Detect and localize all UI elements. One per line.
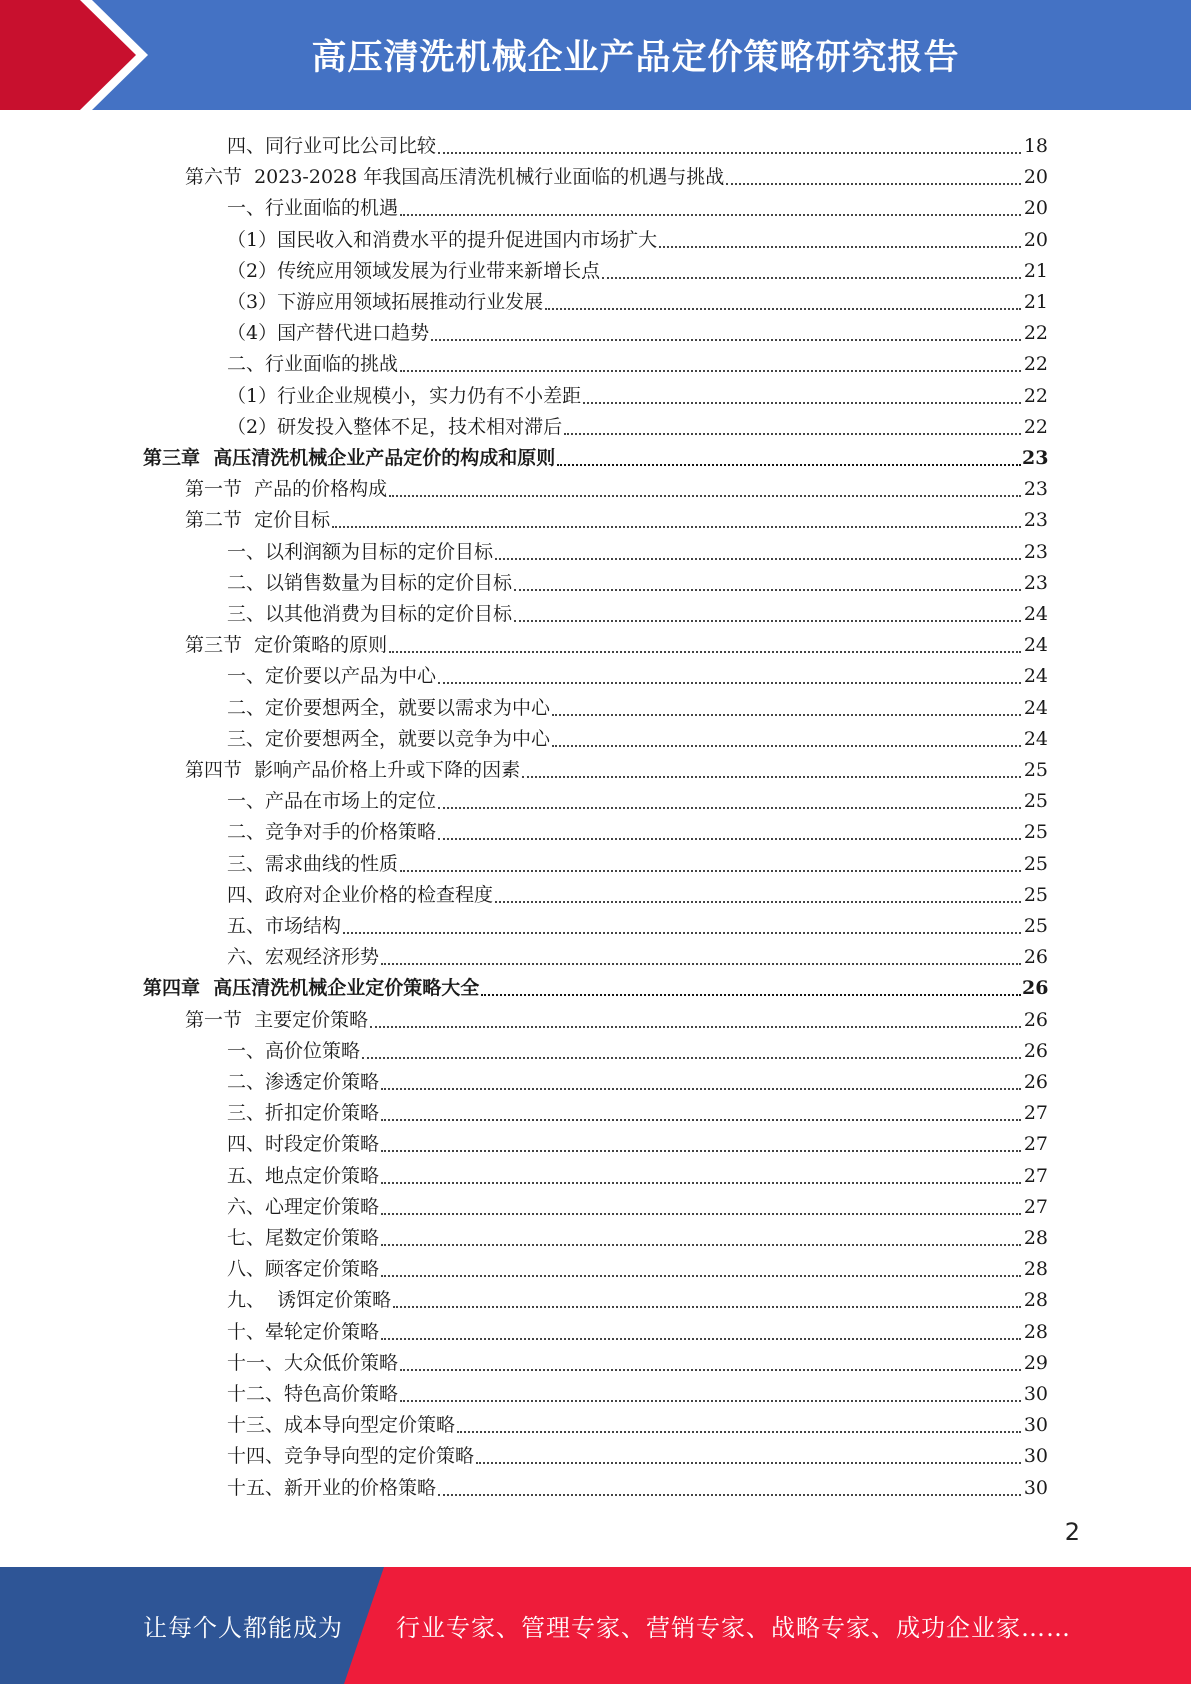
toc-dot-leader bbox=[381, 1074, 1021, 1090]
toc-entry-page: 18 bbox=[1023, 135, 1048, 157]
header-arrow-decoration bbox=[0, 0, 150, 110]
toc-dot-leader bbox=[400, 1355, 1021, 1371]
toc-entry-label: 二、渗透定价策略 bbox=[227, 1071, 380, 1093]
toc-subsection-entry[interactable] bbox=[0, 1437, 1048, 1468]
toc-dot-leader bbox=[343, 918, 1021, 934]
toc-entry-page: 27 bbox=[1023, 1102, 1048, 1125]
toc-dot-leader bbox=[583, 388, 1021, 404]
toc-dot-leader bbox=[381, 1168, 1021, 1184]
toc-subsection-entry[interactable] bbox=[0, 657, 1048, 688]
toc-subsection-entry[interactable] bbox=[0, 1250, 1048, 1281]
toc-subsection-entry[interactable] bbox=[0, 689, 1048, 720]
toc-dot-leader bbox=[522, 762, 1021, 778]
toc-dot-leader bbox=[381, 1105, 1021, 1121]
toc-subsection-entry[interactable] bbox=[0, 1032, 1048, 1063]
toc-subsection-entry[interactable] bbox=[0, 1375, 1048, 1406]
toc-entry-page: 25 bbox=[1023, 915, 1048, 937]
toc-entry-label: 一、高价位策略 bbox=[227, 1039, 361, 1062]
footer-slogan-left: 让每个人都能成为 bbox=[143, 1614, 343, 1642]
toc-subsection-entry[interactable] bbox=[0, 1406, 1048, 1437]
toc-entry-page: 28 bbox=[1023, 1289, 1048, 1312]
toc-entry-label: 二、定价要想两全，就要以需求为中心 bbox=[227, 696, 551, 719]
toc-section-entry[interactable] bbox=[0, 1001, 1048, 1032]
toc-entry-page: 21 bbox=[1023, 291, 1048, 313]
toc-subsection-entry[interactable] bbox=[0, 1313, 1048, 1344]
toc-subsection-entry[interactable] bbox=[0, 564, 1048, 595]
toc-entry-page: 22 bbox=[1023, 353, 1048, 376]
toc-dot-leader bbox=[381, 1324, 1021, 1340]
toc-dot-leader bbox=[400, 856, 1021, 872]
toc-entry-label: 十四、竞争导向型的定价策略 bbox=[227, 1445, 475, 1468]
toc-subsection-entry[interactable] bbox=[0, 1344, 1048, 1375]
toc-entry-label: 第四章 高压清洗机械企业定价策略大全 bbox=[143, 977, 480, 1000]
toc-dot-leader bbox=[514, 606, 1021, 622]
toc-entry-label: 三、折扣定价策略 bbox=[227, 1102, 380, 1125]
toc-subsection-entry[interactable] bbox=[0, 252, 1048, 283]
toc-subsection-entry[interactable] bbox=[0, 1125, 1048, 1156]
toc-dot-leader bbox=[438, 793, 1021, 809]
toc-dot-leader bbox=[457, 1417, 1021, 1433]
toc-subsection-entry[interactable] bbox=[0, 1063, 1048, 1094]
toc-entry-page: 20 bbox=[1023, 228, 1048, 251]
toc-section-entry[interactable] bbox=[0, 470, 1048, 501]
toc-entry-label: 六、心理定价策略 bbox=[227, 1195, 380, 1218]
toc-subsection-entry[interactable] bbox=[0, 533, 1048, 564]
toc-entry-page: 25 bbox=[1023, 759, 1048, 781]
toc-section-entry[interactable] bbox=[0, 158, 1048, 189]
toc-dot-leader bbox=[726, 169, 1021, 185]
toc-dot-leader bbox=[564, 419, 1021, 435]
toc-subsection-entry[interactable] bbox=[0, 283, 1048, 314]
toc-dot-leader bbox=[400, 1386, 1021, 1402]
toc-entry-label: 二、以销售数量为目标的定价目标 bbox=[227, 571, 513, 594]
toc-entry-page: 27 bbox=[1023, 1195, 1048, 1218]
toc-entry-label: 九、 诱饵定价策略 bbox=[227, 1289, 392, 1312]
toc-entry-label: 十一、大众低价策略 bbox=[227, 1351, 399, 1374]
toc-subsection-entry[interactable] bbox=[0, 907, 1048, 938]
toc-entry-page: 23 bbox=[1022, 447, 1049, 469]
toc-entry-page: 22 bbox=[1023, 384, 1048, 407]
report-title: 高压清洗机械企业产品定价策略研究报告 bbox=[311, 38, 960, 78]
toc-entry-page: 25 bbox=[1023, 821, 1048, 844]
toc-entry-page: 25 bbox=[1023, 883, 1048, 906]
toc-entry-label: 三、定价要想两全，就要以竞争为中心 bbox=[227, 727, 551, 750]
toc-entry-page: 23 bbox=[1023, 509, 1048, 532]
toc-subsection-entry[interactable] bbox=[0, 938, 1048, 969]
toc-entry-label: 一、以利润额为目标的定价目标 bbox=[227, 540, 494, 563]
toc-dot-leader bbox=[393, 1292, 1021, 1308]
toc-entry-page: 26 bbox=[1022, 977, 1049, 1000]
toc-subsection-entry[interactable] bbox=[0, 1469, 1048, 1500]
toc-dot-leader bbox=[400, 356, 1021, 372]
toc-entry-page: 30 bbox=[1023, 1383, 1048, 1405]
toc-entry-page: 25 bbox=[1023, 790, 1048, 813]
toc-entry-label: 第四节 影响产品价格上升或下降的因素 bbox=[185, 759, 521, 781]
toc-subsection-entry[interactable] bbox=[0, 1157, 1048, 1188]
toc-entry-label: 五、市场结构 bbox=[227, 915, 342, 937]
toc-entry-label: 三、需求曲线的性质 bbox=[227, 852, 399, 875]
toc-chapter-entry[interactable] bbox=[0, 969, 1048, 1000]
toc-dot-leader bbox=[381, 1199, 1021, 1215]
toc-section-entry[interactable] bbox=[0, 626, 1048, 657]
toc-entry-page: 26 bbox=[1023, 1008, 1048, 1031]
toc-entry-label: 第一节 主要定价策略 bbox=[185, 1008, 369, 1031]
toc-entry-page: 30 bbox=[1023, 1414, 1048, 1437]
toc-entry-label: 八、顾客定价策略 bbox=[227, 1258, 380, 1281]
toc-entry-label: 第三章 高压清洗机械企业产品定价的构成和原则 bbox=[143, 447, 556, 469]
page-number: 2 bbox=[1064, 1518, 1080, 1546]
toc-dot-leader bbox=[438, 824, 1021, 840]
toc-dot-leader bbox=[362, 1043, 1021, 1059]
toc-entry-label: 第一节 产品的价格构成 bbox=[185, 478, 388, 501]
toc-dot-leader bbox=[514, 575, 1021, 591]
toc-subsection-entry[interactable] bbox=[0, 1094, 1048, 1125]
toc-dot-leader bbox=[381, 1261, 1021, 1277]
toc-subsection-entry[interactable] bbox=[0, 408, 1048, 439]
toc-dot-leader bbox=[602, 263, 1021, 279]
toc-entry-page: 24 bbox=[1023, 603, 1048, 625]
toc-entry-label: 第二节 定价目标 bbox=[185, 509, 331, 532]
toc-section-entry[interactable] bbox=[0, 751, 1048, 782]
toc-entry-label: （2）传统应用领域发展为行业带来新增长点 bbox=[227, 259, 601, 282]
toc-dot-leader bbox=[476, 1448, 1021, 1464]
toc-subsection-entry[interactable] bbox=[0, 876, 1048, 907]
toc-entry-page: 23 bbox=[1023, 571, 1048, 594]
toc-entry-label: 五、地点定价策略 bbox=[227, 1164, 380, 1187]
toc-entry-page: 22 bbox=[1023, 322, 1048, 345]
toc-subsection-entry[interactable] bbox=[0, 221, 1048, 252]
toc-dot-leader bbox=[659, 232, 1021, 248]
toc-dot-leader bbox=[381, 1136, 1021, 1152]
toc-dot-leader bbox=[438, 1480, 1021, 1496]
toc-entry-label: 十三、成本导向型定价策略 bbox=[227, 1414, 456, 1437]
toc-entry-label: 十五、新开业的价格策略 bbox=[227, 1476, 437, 1499]
toc-subsection-entry[interactable] bbox=[0, 1281, 1048, 1312]
toc-dot-leader bbox=[552, 731, 1021, 747]
toc-entry-page: 29 bbox=[1023, 1351, 1048, 1374]
toc-entry-page: 27 bbox=[1023, 1133, 1048, 1156]
toc-dot-leader bbox=[381, 949, 1021, 965]
toc-entry-label: 三、以其他消费为目标的定价目标 bbox=[227, 603, 513, 625]
toc-dot-leader bbox=[481, 980, 1021, 996]
toc-entry-page: 24 bbox=[1023, 634, 1048, 657]
toc-entry-label: 一、行业面临的机遇 bbox=[227, 197, 399, 220]
toc-dot-leader bbox=[370, 1012, 1021, 1028]
toc-entry-page: 27 bbox=[1023, 1164, 1048, 1187]
toc-entry-page: 23 bbox=[1023, 540, 1048, 563]
footer-slogan-right: 行业专家、管理专家、营销专家、战略专家、成功企业家…… bbox=[396, 1614, 1071, 1642]
toc-subsection-entry[interactable] bbox=[0, 345, 1048, 376]
toc-dot-leader bbox=[495, 544, 1021, 560]
toc-dot-leader bbox=[557, 450, 1021, 466]
toc-entry-page: 24 bbox=[1023, 665, 1048, 688]
toc-entry-label: （3）下游应用领域拓展推动行业发展 bbox=[227, 291, 544, 313]
toc-subsection-entry[interactable] bbox=[0, 1188, 1048, 1219]
toc-subsection-entry[interactable] bbox=[0, 1219, 1048, 1250]
toc-chapter-entry[interactable] bbox=[0, 439, 1048, 470]
toc-entry-page: 20 bbox=[1023, 166, 1048, 189]
toc-subsection-entry[interactable] bbox=[0, 595, 1048, 626]
toc-entry-label: 七、尾数定价策略 bbox=[227, 1227, 380, 1249]
toc-entry-label: 二、竞争对手的价格策略 bbox=[227, 821, 437, 844]
toc-subsection-entry[interactable] bbox=[0, 377, 1048, 408]
toc-section-entry[interactable] bbox=[0, 501, 1048, 532]
toc-entry-label: （1）行业企业规模小，实力仍有不小差距 bbox=[227, 384, 582, 407]
toc-entry-page: 26 bbox=[1023, 1039, 1048, 1062]
toc-entry-page: 23 bbox=[1023, 478, 1048, 501]
toc-entry-label: 六、宏观经济形势 bbox=[227, 946, 380, 969]
toc-dot-leader bbox=[332, 512, 1021, 528]
toc-entry-label: 二、行业面临的挑战 bbox=[227, 353, 399, 376]
toc-entry-page: 22 bbox=[1023, 415, 1048, 438]
toc-dot-leader bbox=[389, 637, 1021, 653]
toc-dot-leader bbox=[545, 294, 1021, 310]
toc-entry-page: 30 bbox=[1023, 1445, 1048, 1468]
toc-entry-label: 四、同行业可比公司比较 bbox=[227, 135, 437, 157]
toc-dot-leader bbox=[400, 200, 1021, 216]
toc-dot-leader bbox=[381, 1230, 1021, 1246]
toc-subsection-entry[interactable] bbox=[0, 314, 1048, 345]
toc-subsection-entry[interactable] bbox=[0, 127, 1048, 158]
toc-dot-leader bbox=[438, 138, 1021, 154]
toc-entry-page: 25 bbox=[1023, 852, 1048, 875]
toc-dot-leader bbox=[389, 481, 1021, 497]
toc-subsection-entry[interactable] bbox=[0, 720, 1048, 751]
toc-entry-label: （1）国民收入和消费水平的提升促进国内市场扩大 bbox=[227, 228, 658, 251]
toc-dot-leader bbox=[438, 668, 1021, 684]
toc-entry-page: 21 bbox=[1023, 259, 1048, 282]
toc-subsection-entry[interactable] bbox=[0, 782, 1048, 813]
toc-entry-page: 28 bbox=[1023, 1227, 1048, 1249]
toc-entry-label: 十、晕轮定价策略 bbox=[227, 1320, 380, 1343]
header-banner bbox=[0, 0, 1191, 110]
toc-entry-page: 30 bbox=[1023, 1476, 1048, 1499]
toc-dot-leader bbox=[431, 325, 1021, 341]
toc-entry-label: （2）研发投入整体不足，技术相对滞后 bbox=[227, 415, 563, 438]
toc-dot-leader bbox=[495, 887, 1021, 903]
toc-entry-label: 第三节 定价策略的原则 bbox=[185, 634, 388, 657]
toc-entry-page: 26 bbox=[1023, 946, 1048, 969]
toc-subsection-entry[interactable] bbox=[0, 813, 1048, 844]
toc-entry-page: 28 bbox=[1023, 1320, 1048, 1343]
toc-dot-leader bbox=[552, 700, 1021, 716]
toc-entry-page: 24 bbox=[1023, 696, 1048, 719]
toc-subsection-entry[interactable] bbox=[0, 189, 1048, 220]
toc-entry-label: （4）国产替代进口趋势 bbox=[227, 322, 430, 345]
toc-subsection-entry[interactable] bbox=[0, 845, 1048, 876]
toc-entry-page: 26 bbox=[1023, 1071, 1048, 1093]
toc-entry-page: 20 bbox=[1023, 197, 1048, 220]
toc-entry-page: 28 bbox=[1023, 1258, 1048, 1281]
toc-entry-label: 一、定价要以产品为中心 bbox=[227, 665, 437, 688]
toc-entry-label: 一、产品在市场上的定位 bbox=[227, 790, 437, 813]
toc-entry-label: 十二、特色高价策略 bbox=[227, 1383, 399, 1405]
toc-entry-label: 四、政府对企业价格的检查程度 bbox=[227, 883, 494, 906]
footer-banner bbox=[0, 1567, 1191, 1684]
toc-entry-page: 24 bbox=[1023, 727, 1048, 750]
toc-entry-label: 四、时段定价策略 bbox=[227, 1133, 380, 1156]
toc-entry-label: 第六节 2023-2028 年我国高压清洗机械行业面临的机遇与挑战 bbox=[185, 166, 725, 189]
